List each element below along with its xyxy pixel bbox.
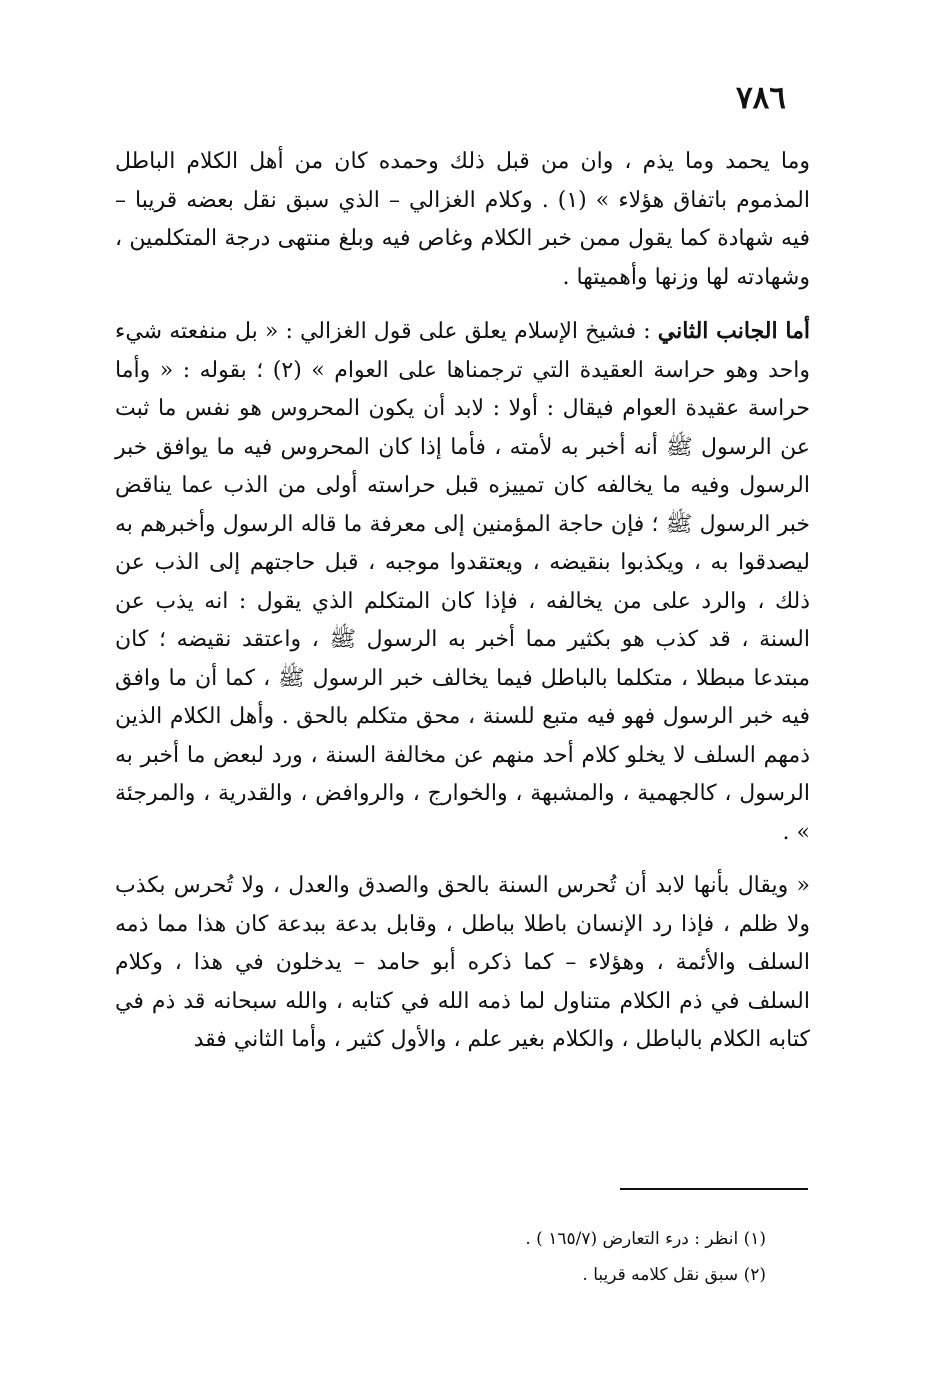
footnotes <box>300 1221 766 1293</box>
section-heading-second-aspect: أما الجانب الثاني <box>657 318 811 344</box>
paragraph-3-text: « ويقال بأنها لابد أن تُحرس السنة بالحق والصدق والعدل ، ولا تُحرس بكذب ولا ظلم ، فإذا رد الإنسان باطلا بباطل ، وقابل بدعة ببدعة كان هذا مما ذمه السلف والأئمة ، وهؤلاء – كما ذكره أبو حامد – يدخلون في هذا ، وكلام السلف في ذم الكلام متناول لما ذمه الله في كتابه ، والله سبحانه قد ذم في كتابه الكلام بالباطل ، والكلام بغير علم ، والأول كثير ، وأما الثاني فقد <box>115 873 810 1052</box>
paragraph-1-text: وما يحمد وما يذم ، وان من قبل ذلك وحمده كان من أهل الكلام الباطل المذموم باتفاق هؤلاء » (١) . وكلام الغزالي – الذي سبق نقل بعضه قريبا – فيه شهادة كما يقول ممن خبر الكلام وغاص فيه وبلغ منتهى درجة المتكلمين ، وشهادته لها وزنها وأهميتها . <box>115 149 810 290</box>
paragraph-1 <box>115 143 810 297</box>
paragraph-3 <box>115 867 810 1060</box>
main-text <box>115 143 810 1060</box>
paragraph-2 <box>115 312 810 852</box>
page-number: ٧٨٦ <box>736 80 786 116</box>
paragraph-2-text: : فشيخ الإسلام يعلق على قول الغزالي : « بل منفعته شيء واحد وهو حراسة العقيدة التي ترجمناها على العوام » (٢) ؛ بقوله : « وأما حراسة عقيدة العوام فيقال : أولا : لابد أن يكون المحروس هو نفس ما ثبت عن الرسول ﷺ أنه أخبر به لأمته ، فأما إذا كان المحروس فيه ما يوافق خبر الرسول وفيه ما يخالفه كان تمييزه قبل حراسته أولى من الذب عما يناقض خبر الرسول ﷺ ؛ فإن حاجة المؤمنين إلى معرفة ما قاله الرسول وأخبرهم به ليصدقوا به ، ويكذبوا بنقيضه ، ويعتقدوا موجبه ، قبل حاجتهم إلى الذب عن ذلك ، والرد على من يخالفه ، فإذا كان المتكلم الذي يقول : انه يذب عن السنة ، قد كذب هو بكثير مما أخبر به الرسول ﷺ ، واعتقد نقيضه ؛ كان مبتدعا مبطلا ، متكلما بالباطل فيما يخالف خبر الرسول ﷺ ، كما أن ما وافق فيه خبر الرسول فهو فيه متبع للسنة ، محق متكلم بالحق . وأهل الكلام الذين ذمهم السلف لا يخلو كلام أحد منهم عن مخالفة السنة ، ورد لبعض ما أخبر به الرسول ، كالجهمية ، والمشبهة ، والخوارج ، والروافض ، والقدرية ، والمرجئة » . <box>115 319 811 845</box>
footnote-1: (١) انظر : درء التعارض (١٦٥/٧ ) . <box>525 1229 766 1249</box>
footnote-2: (٢) سبق نقل كلامه قريبا . <box>582 1265 766 1285</box>
footnote-divider <box>620 1188 808 1190</box>
